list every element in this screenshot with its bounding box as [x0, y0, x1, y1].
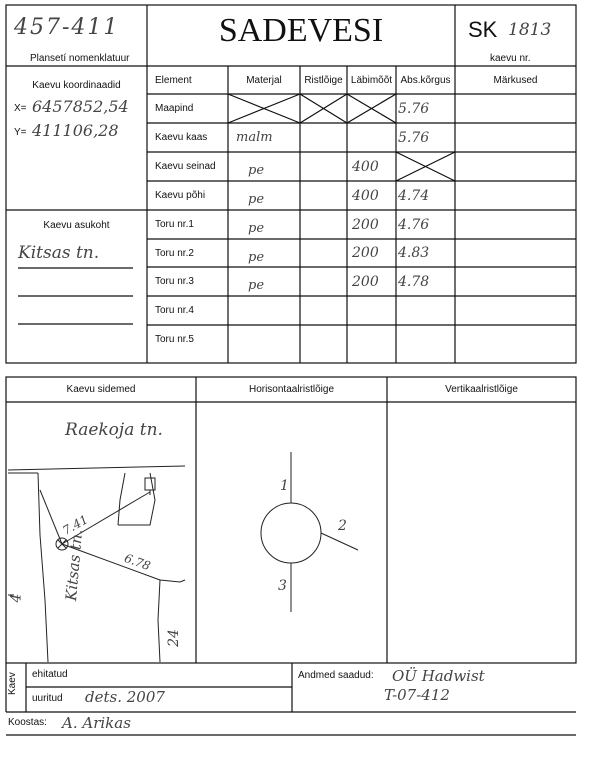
row-element: Toru nr.4 — [155, 305, 194, 316]
row-abs: 4.83 — [398, 245, 430, 261]
row-element: Maapind — [155, 103, 194, 114]
pipe-label-2: 2 — [338, 518, 347, 534]
plan-label: Plansetí nomenklatuur — [30, 53, 130, 64]
y-value: 411106,28 — [32, 121, 119, 140]
row-diameter: 200 — [352, 245, 379, 261]
row-material: pe — [248, 192, 265, 207]
kaev-label: Kaev — [7, 672, 18, 695]
x-value: 6457852,54 — [32, 97, 129, 116]
surveyed-value: dets. 2007 — [85, 688, 165, 706]
row-diameter: 400 — [352, 158, 379, 175]
header-notes: Märkused — [493, 74, 538, 86]
header-element: Element — [155, 74, 192, 86]
plan-number: 457-411 — [14, 15, 120, 40]
row-element: Kaevu põhi — [155, 190, 206, 201]
location-label: Kaevu asukoht — [43, 220, 110, 231]
row-abs: 4.78 — [398, 273, 430, 290]
number-24: 24 — [165, 629, 182, 647]
row-element: Toru nr.2 — [155, 247, 194, 259]
header-diameter: Läbimõõt — [350, 74, 393, 86]
number-4: 4 — [8, 593, 25, 603]
coords-label: Kaevu koordinaadid — [32, 80, 121, 91]
pipe-label-3: 3 — [278, 578, 287, 594]
built-label: ehitatud — [32, 669, 68, 680]
row-abs: 4.74 — [398, 187, 430, 204]
row-diameter: 200 — [352, 216, 379, 233]
y-label: Y= — [14, 127, 27, 138]
row-material: pe — [248, 249, 265, 265]
data-source-company: OÜ Hadwist — [392, 667, 485, 685]
row-element: Toru nr.3 — [155, 276, 194, 287]
header-material: Materjal — [246, 74, 282, 86]
author-value: A. Arikas — [62, 714, 131, 732]
row-material: pe — [248, 163, 265, 178]
sk-number: 1813 — [508, 20, 552, 40]
distance-1: 7.41 — [60, 512, 91, 538]
row-material: pe — [248, 278, 265, 293]
street-kitsas: Kitsas tn. — [62, 528, 87, 602]
row-material: malm — [236, 130, 273, 145]
row-abs: 4.76 — [398, 216, 430, 233]
surveyed-label: uuritud — [32, 693, 63, 704]
row-abs: 5.76 — [398, 129, 430, 146]
distance-2: 6.78 — [122, 550, 153, 574]
page-title: SADEVESI — [218, 12, 384, 49]
row-element: Kaevu seinad — [155, 161, 216, 172]
location-value: Kitsas tn. — [18, 243, 100, 263]
site-sketch — [8, 466, 185, 662]
header-ristloige: Ristlõige — [304, 74, 343, 86]
row-diameter: 200 — [352, 273, 379, 290]
x-label: X= — [14, 103, 27, 114]
row-element: Kaevu kaas — [155, 132, 208, 143]
col-links-header: Kaevu sidemed — [66, 384, 136, 395]
col-vertical-header: Vertikaalristlõige — [445, 384, 518, 395]
row-material: pe — [248, 221, 265, 236]
street-raekoja: Raekoja tn. — [65, 420, 163, 440]
row-abs: 5.76 — [398, 100, 430, 117]
row-diameter: 400 — [352, 187, 379, 204]
row-element: Toru nr.1 — [155, 219, 194, 230]
sk-prefix: SK — [468, 17, 498, 42]
pipe-label-1: 1 — [280, 478, 289, 494]
data-source-code: T-07-412 — [384, 686, 450, 704]
data-source-label: Andmed saadud: — [298, 670, 374, 681]
author-label: Koostas: — [8, 717, 47, 728]
col-horizontal-header: Horisontaalristlõige — [248, 384, 335, 395]
header-abs: Abs.kõrgus — [400, 74, 451, 86]
row-element: Toru nr.5 — [155, 333, 194, 345]
sk-label: kaevu nr. — [490, 53, 531, 64]
